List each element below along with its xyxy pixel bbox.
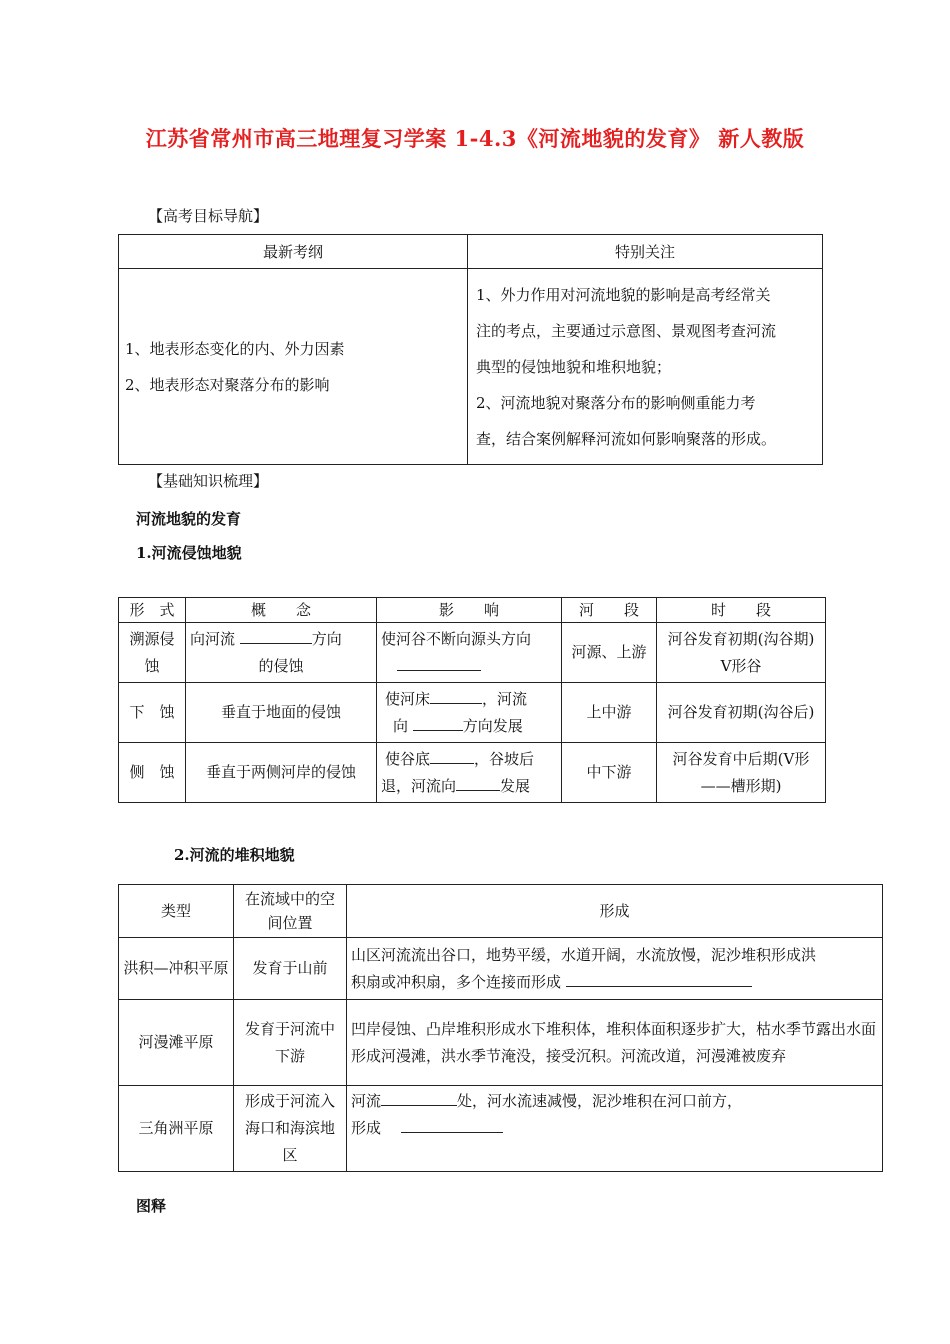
deposit-location-delta: 形成于河流入海口和海滨地区: [234, 1086, 347, 1172]
formation-text: 处，河水流速减慢，泥沙堆积在河口前方，: [457, 1092, 743, 1110]
erosion-impact-lateral: [377, 743, 562, 803]
deposit-type-alluvial: 洪积—冲积平原: [119, 938, 234, 1000]
impact-text: 发展: [500, 776, 531, 795]
impact-text: 使河谷不断向源头方向: [381, 629, 532, 648]
goals-table: [118, 234, 823, 465]
formation-text: 形成: [351, 1119, 382, 1137]
focus-line-3: 典型的侵蚀地貌和堆积地貌；: [476, 357, 672, 376]
erosion-header-form: 形 式: [119, 598, 186, 623]
fill-blank[interactable]: [456, 773, 500, 791]
fill-blank[interactable]: [413, 713, 463, 731]
erosion-header-segment: 河 段: [562, 598, 657, 623]
heading-deposit: 2.河流的堆积地貌: [174, 846, 295, 864]
fill-blank[interactable]: [240, 626, 312, 644]
erosion-header-period: 时 段: [657, 598, 826, 623]
goals-header-outline: 最新考纲: [119, 235, 468, 269]
erosion-impact-headward: [377, 623, 562, 683]
page-title: 江苏省常州市高三地理复习学案 1-4.3《河流地貌的发育》 新人教版: [145, 126, 805, 151]
deposit-formation-floodplain: 凹岸侵蚀、凸岸堆积形成水下堆积体，堆积体面积逐步扩大，枯水季节露出水面形成河漫滩，洪水季节淹没，接受沉积。河流改道，河漫滩被废弃: [347, 1000, 883, 1086]
erosion-concept-downcutting: 垂直于地面的侵蚀: [186, 683, 377, 743]
fill-blank[interactable]: [401, 1115, 503, 1133]
impact-text: 方向发展: [462, 716, 523, 735]
erosion-form-lateral: 侧 蚀: [119, 743, 186, 803]
erosion-segment-downcutting: 上中游: [562, 683, 657, 743]
deposit-type-delta: 三角洲平原: [119, 1086, 234, 1172]
fill-blank[interactable]: [381, 1088, 457, 1106]
deposit-formation-alluvial: [347, 938, 883, 1000]
section-goals-heading: 【高考目标导航】: [148, 207, 269, 225]
section-basics-heading: 【基础知识梳理】: [148, 472, 269, 490]
impact-text: 向: [393, 716, 409, 735]
concept-text: 的侵蚀: [258, 656, 304, 675]
fill-blank[interactable]: [430, 746, 474, 764]
deposit-location-alluvial: 发育于山前: [234, 938, 347, 1000]
focus-line-2: 注的考点，主要通过示意图、景观图考查河流: [476, 321, 777, 340]
erosion-header-impact: 影 响: [377, 598, 562, 623]
erosion-concept-headward: [186, 623, 377, 683]
erosion-period-lateral: 河谷发育中后期(V形——槽形期): [657, 743, 826, 803]
erosion-segment-lateral: 中下游: [562, 743, 657, 803]
fill-blank[interactable]: [566, 969, 752, 987]
erosion-form-headward: 溯源侵蚀: [119, 623, 186, 683]
goals-header-focus: 特别关注: [468, 235, 823, 269]
goals-focus-cell: [468, 269, 823, 465]
erosion-impact-downcutting: [377, 683, 562, 743]
main-heading: 河流地貌的发育: [136, 510, 242, 528]
impact-text: 使河床: [385, 689, 431, 708]
outline-item-2: 2、地表形态对聚落分布的影响: [125, 375, 330, 394]
erosion-form-downcutting: 下 蚀: [119, 683, 186, 743]
deposit-type-floodplain: 河漫滩平原: [119, 1000, 234, 1086]
erosion-segment-headward: 河源、上游: [562, 623, 657, 683]
impact-text: ，谷坡后: [474, 749, 535, 768]
concept-text: 向河流: [190, 629, 236, 648]
impact-text: ，河流: [482, 689, 528, 708]
erosion-period-downcutting: 河谷发育初期(沟谷后): [657, 683, 826, 743]
deposit-header-type: 类型: [119, 885, 234, 938]
formation-text: 山区河流流出谷口，地势平缓，水道开阔，水流放慢，泥沙堆积形成洪: [351, 945, 817, 964]
deposit-formation-delta: [347, 1086, 883, 1172]
deposit-header-formation: 形成: [347, 885, 883, 938]
fill-blank[interactable]: [397, 653, 481, 671]
heading-erosion: 1.河流侵蚀地貌: [136, 544, 242, 562]
concept-text: 方向: [311, 629, 342, 648]
erosion-table: [118, 597, 830, 803]
focus-line-4: 2、河流地貌对聚落分布的影响侧重能力考: [476, 393, 756, 412]
erosion-header-concept: 概 念: [186, 598, 377, 623]
formation-text: 积扇或冲积扇，多个连接而形成: [351, 972, 562, 991]
fill-blank[interactable]: [430, 686, 482, 704]
impact-text: 退，河流向: [381, 776, 457, 795]
outline-item-1: 1、地表形态变化的内、外力因素: [125, 339, 345, 358]
focus-line-1: 1、外力作用对河流地貌的影响是高考经常关: [476, 285, 771, 304]
deposit-header-location: 在流域中的空间位置: [234, 885, 347, 938]
goals-outline-cell: [119, 269, 468, 465]
deposit-table: [118, 884, 883, 1172]
formation-text: 河流: [351, 1092, 382, 1110]
heading-figure: 图释: [136, 1197, 167, 1215]
impact-text: 使谷底: [385, 749, 431, 768]
deposit-location-floodplain: 发育于河流中下游: [234, 1000, 347, 1086]
erosion-concept-lateral: 垂直于两侧河岸的侵蚀: [186, 743, 377, 803]
erosion-period-headward: 河谷发育初期(沟谷期) V形谷: [657, 623, 826, 683]
focus-line-5: 查，结合案例解释河流如何影响聚落的形成。: [476, 429, 777, 448]
